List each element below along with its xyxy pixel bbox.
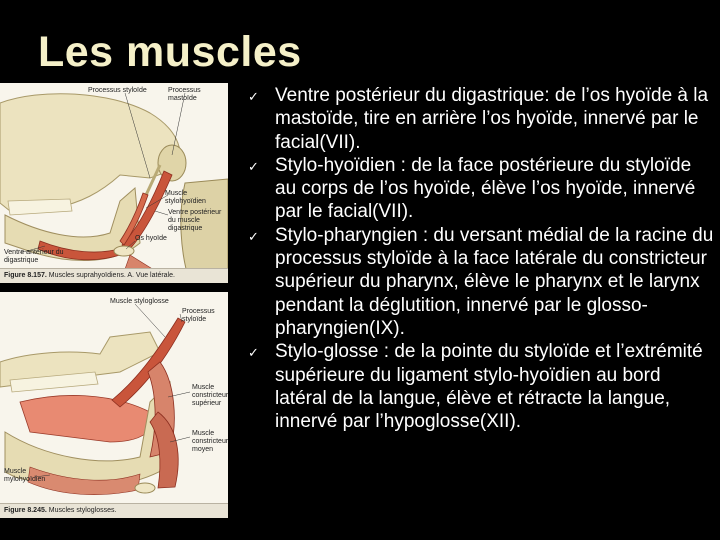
figure-ref: Figure 8.157.: [4, 272, 47, 279]
figure-caption: [0, 503, 228, 518]
label-muscle-styloglosse: Muscle styloglosse: [110, 298, 169, 305]
checkmark-icon: ✓: [248, 90, 259, 105]
label-os-hyoide: Os hyoïde: [135, 235, 167, 242]
figure-ref: Figure 8.245.: [4, 507, 47, 514]
bullet-item: [248, 340, 714, 433]
label-processus-styloide: Processus styloïde: [88, 87, 147, 94]
styloglossus-figure: [0, 292, 228, 518]
label-constricteur-moyen: Muscle constricteur moyen: [192, 430, 228, 453]
bullet-text: Stylo-hyoïdien : de la face postérieure du styloïde au corps de l’os hyoïde, élève l’os hyoïde, innervé par le facial(VII).: [275, 154, 696, 223]
bullet-text: Ventre postérieur du digastrique: de l’os hyoïde à la mastoïde, tire en arrière l’os hyoïde, innervé par le facial(VII).: [275, 85, 709, 153]
checkmark-icon: ✓: [248, 346, 259, 362]
checkmark-icon: ✓: [248, 159, 259, 175]
bullet-text: Stylo-glosse : de la pointe du styloïde et l’extrémité supérieure du ligament stylo-hyoïdien au bord latéral de la langue, élève et rétracte la langue, innervé par l’hypoglosse(XII).: [275, 341, 703, 433]
bullet-list: [248, 84, 714, 433]
suprahyoid-muscles-figure: [0, 83, 228, 283]
bullet-item: [248, 154, 714, 224]
label-mylohyoidien: Muscle mylohyoïdien: [4, 468, 46, 483]
figure-caption: [0, 268, 228, 283]
label-processus-styloide-2: Processus styloïde: [182, 308, 215, 323]
bullet-item: [248, 224, 714, 340]
label-ventre-anterieur: Ventre antérieur du digastrique: [4, 249, 64, 264]
label-ventre-posterieur: Ventre postérieur du muscle digastrique: [168, 209, 222, 232]
label-constricteur-superieur: Muscle constricteur supérieur: [192, 384, 228, 407]
bullet-text: Stylo-pharyngien : du versant médial de la racine du processus styloïde à la face latérale du constricteur supérieur du pharynx, élève le pharynx et le larynx pendant la déglutition, innervé par le glosso-pharyngien(IX).: [275, 224, 714, 339]
figure-caption-text: Muscles suprahyoïdiens. A. Vue latérale.: [48, 272, 175, 279]
label-processus-mastoide: Processus mastoïde: [168, 87, 201, 102]
bullet-item: [248, 84, 714, 154]
checkmark-icon: ✓: [248, 229, 259, 245]
figure-caption-text: Muscles styloglosses.: [48, 507, 117, 514]
slide-title: Les muscles: [38, 28, 302, 76]
label-muscle-stylohyoidien: Muscle stylohyoïdien: [165, 190, 206, 205]
